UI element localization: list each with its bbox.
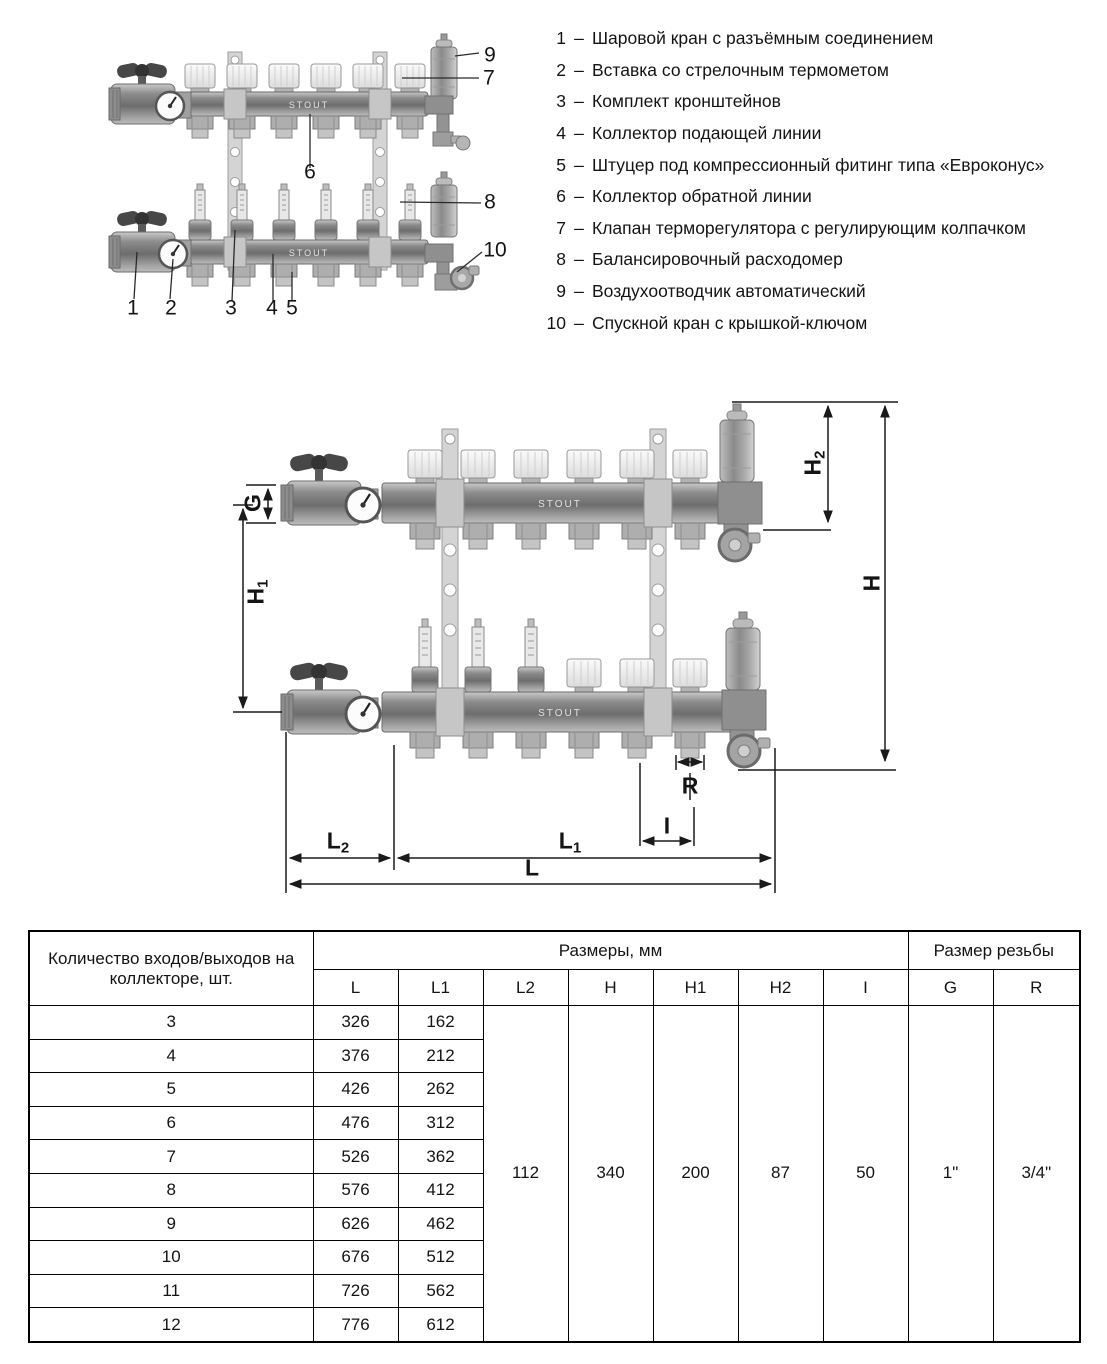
legend-item-label: Вставка со стрелочным термометом bbox=[592, 59, 889, 80]
dim-label-r: R bbox=[681, 772, 699, 799]
legend-item bbox=[540, 276, 1105, 308]
dim-label-g: G bbox=[239, 494, 266, 512]
legend-dash: – bbox=[574, 281, 584, 302]
legend-item bbox=[540, 86, 1105, 118]
cell-l1: 612 bbox=[398, 1308, 483, 1342]
callout-7: 7 bbox=[483, 66, 495, 90]
cell-h-merged: 340 bbox=[568, 1006, 653, 1342]
legend-item-number: 9 bbox=[556, 281, 566, 302]
col-h1: H1 bbox=[653, 970, 738, 1006]
supply-manifold bbox=[109, 34, 470, 150]
legend-item bbox=[540, 23, 1105, 55]
legend-item-label: Балансировочный расходомер bbox=[592, 249, 843, 270]
cell-l: 426 bbox=[313, 1073, 398, 1107]
callout-10: 10 bbox=[483, 238, 507, 262]
return-manifold-drawing bbox=[281, 612, 770, 767]
cell-l1: 312 bbox=[398, 1106, 483, 1140]
cell-l: 726 bbox=[313, 1274, 398, 1308]
brand-mark: STOUT bbox=[288, 248, 330, 258]
cell-count: 12 bbox=[29, 1308, 313, 1342]
legend-item-number: 3 bbox=[556, 91, 566, 112]
cell-g-merged: 1" bbox=[908, 1006, 993, 1342]
legend-item-number: 1 bbox=[556, 28, 566, 49]
dim-label-l: L bbox=[524, 854, 540, 881]
brand-mark: STOUT bbox=[538, 499, 582, 510]
dim-label-h1: H1 bbox=[242, 579, 272, 605]
cell-l1: 462 bbox=[398, 1207, 483, 1241]
legend-item-label: Штуцер под компрессионный фитинг типа «Евроконус» bbox=[592, 154, 1045, 175]
dim-label-h: H bbox=[858, 574, 885, 592]
legend-item-number: 2 bbox=[556, 59, 566, 80]
legend-item bbox=[540, 307, 1105, 339]
cell-count: 9 bbox=[29, 1207, 313, 1241]
cell-h1-merged: 200 bbox=[653, 1006, 738, 1342]
col-i: I bbox=[823, 970, 908, 1006]
legend-item-label: Шаровой кран с разъёмным соединением bbox=[592, 28, 934, 49]
product-photo bbox=[95, 22, 535, 352]
cell-l1: 262 bbox=[398, 1073, 483, 1107]
legend-dash: – bbox=[574, 217, 584, 238]
legend-item bbox=[540, 181, 1105, 213]
legend-dash: – bbox=[574, 59, 584, 80]
legend-item-label: Комплект кронштейнов bbox=[592, 91, 781, 112]
callout-8: 8 bbox=[484, 190, 496, 214]
legend-item-number: 10 bbox=[546, 312, 566, 333]
dim-label-h2: H2 bbox=[799, 450, 829, 476]
cell-count: 6 bbox=[29, 1106, 313, 1140]
legend-dash: – bbox=[574, 154, 584, 175]
cell-h2-merged: 87 bbox=[738, 1006, 823, 1342]
col-l: L bbox=[313, 970, 398, 1006]
cell-l: 526 bbox=[313, 1140, 398, 1174]
callout-2: 2 bbox=[165, 296, 177, 320]
legend-item-number: 6 bbox=[556, 186, 566, 207]
cell-l2-merged: 112 bbox=[483, 1006, 568, 1342]
cell-count: 5 bbox=[29, 1073, 313, 1107]
cell-count: 7 bbox=[29, 1140, 313, 1174]
legend-item bbox=[540, 149, 1105, 181]
cell-count: 10 bbox=[29, 1241, 313, 1275]
dim-label-l1: L1 bbox=[558, 827, 582, 857]
col-g: G bbox=[908, 970, 993, 1006]
col-r: R bbox=[993, 970, 1080, 1006]
cell-l: 476 bbox=[313, 1106, 398, 1140]
callout-1: 1 bbox=[127, 296, 139, 320]
col-l1: L1 bbox=[398, 970, 483, 1006]
legend-item-number: 4 bbox=[556, 123, 566, 144]
legend-dash: – bbox=[574, 312, 584, 333]
legend-dash: – bbox=[574, 123, 584, 144]
callout-3: 3 bbox=[225, 296, 237, 320]
supply-manifold-drawing bbox=[281, 404, 762, 561]
dimensions-table bbox=[28, 930, 1081, 1343]
dim-label-l2: L2 bbox=[326, 827, 350, 857]
dim-label-i: I bbox=[663, 812, 671, 839]
cell-l1: 562 bbox=[398, 1274, 483, 1308]
legend-list bbox=[540, 23, 1105, 339]
cell-l1: 412 bbox=[398, 1173, 483, 1207]
legend-dash: – bbox=[574, 91, 584, 112]
cell-l: 676 bbox=[313, 1241, 398, 1275]
cell-l: 576 bbox=[313, 1173, 398, 1207]
cell-l1: 512 bbox=[398, 1241, 483, 1275]
table-row bbox=[29, 1006, 1080, 1040]
legend-item bbox=[540, 244, 1105, 276]
brand-mark: STOUT bbox=[288, 100, 330, 110]
col-h2: H2 bbox=[738, 970, 823, 1006]
cell-r-merged: 3/4" bbox=[993, 1006, 1080, 1342]
cell-l1: 212 bbox=[398, 1039, 483, 1073]
col-h: H bbox=[568, 970, 653, 1006]
cell-i-merged: 50 bbox=[823, 1006, 908, 1342]
cell-l1: 362 bbox=[398, 1140, 483, 1174]
cell-l: 626 bbox=[313, 1207, 398, 1241]
return-manifold bbox=[109, 172, 479, 290]
cell-count: 3 bbox=[29, 1006, 313, 1040]
legend-item-label: Воздухоотводчик автоматический bbox=[592, 281, 866, 302]
cell-l1: 162 bbox=[398, 1006, 483, 1040]
legend-item-number: 7 bbox=[556, 217, 566, 238]
legend-dash: – bbox=[574, 28, 584, 49]
callout-6: 6 bbox=[304, 160, 316, 184]
legend-item-number: 5 bbox=[556, 154, 566, 175]
callout-5: 5 bbox=[286, 296, 298, 320]
table-header-row bbox=[29, 931, 1080, 970]
cell-count: 11 bbox=[29, 1274, 313, 1308]
callout-4: 4 bbox=[266, 296, 278, 320]
legend-item-label: Коллектор подающей линии bbox=[592, 123, 822, 144]
brand-mark: STOUT bbox=[538, 708, 582, 719]
cell-l: 776 bbox=[313, 1308, 398, 1342]
callout-9: 9 bbox=[484, 43, 496, 67]
legend-item-label: Коллектор обратной линии bbox=[592, 186, 812, 207]
cell-l: 376 bbox=[313, 1039, 398, 1073]
legend-item bbox=[540, 213, 1105, 245]
legend-item bbox=[540, 118, 1105, 150]
dimension-lines bbox=[233, 402, 898, 893]
cell-count: 8 bbox=[29, 1173, 313, 1207]
legend-dash: – bbox=[574, 186, 584, 207]
col-l2: L2 bbox=[483, 970, 568, 1006]
legend-item bbox=[540, 55, 1105, 87]
header-outputs-count: Количество входов/выходов на коллекторе, шт. bbox=[29, 931, 313, 1006]
legend-dash: – bbox=[574, 249, 584, 270]
header-group-dimensions: Размеры, мм bbox=[313, 931, 908, 970]
cell-count: 4 bbox=[29, 1039, 313, 1073]
legend-item-label: Спускной кран с крышкой-ключом bbox=[592, 312, 868, 333]
legend-item-number: 8 bbox=[556, 249, 566, 270]
header-group-thread: Размер резьбы bbox=[908, 931, 1080, 970]
cell-l: 326 bbox=[313, 1006, 398, 1040]
legend-item-label: Клапан терморегулятора с регулирующим колпачком bbox=[592, 217, 1026, 238]
